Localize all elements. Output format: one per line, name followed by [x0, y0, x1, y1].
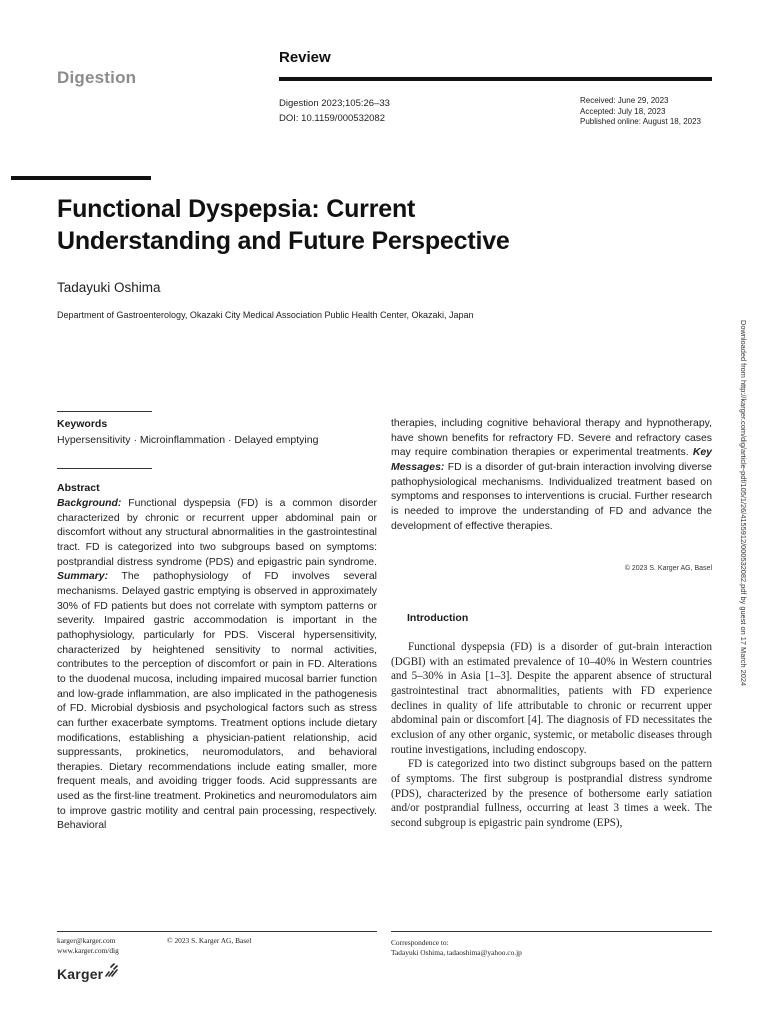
abstract-summary: The pathophysiology of FD involves several mechanisms. Delayed gastric emptying is observed in approximately 30% of FD patients but does not correlate with symptom patterns or severity. Impaired gastric accommodation is important in the pathophysiology, particularly for PDS. Visceral hypersensitivity, characterized by heightened sensitivity to normal activities, contributes to the perception of discomfort or pain in FD. Alterations to the duodenal mucosa, including impaired mucosal barrier function and low-grade inflammation, are also implicated in the pathogenesis of FD. Microbial dysbiosis and psychological factors such as stress can further exacerbate symptoms. Treatment options include dietary modifications, establishing a physician-patient relationship, acid suppressants, prokinetics, neuromodulators, and behavioral therapies. Dietary recommendations include eating smaller, more frequent meals, and avoiding trigger foods. Acid suppressants are used as the first-line treatment. Prokinetics and neuromodulators aim to improve gastric motility and central pain processing, respectively. Behavioral: [57, 571, 377, 832]
karger-logo: Karger: [57, 966, 104, 982]
footer-rule-right: [391, 931, 712, 932]
intro-paragraph-1: Functional dyspepsia (FD) is a disorder of gut-brain interaction (DGBI) with an estimated prevalence of 10–40% in Western countries and 5–30% in Asia [1–3]. Despite the apparent absence of structural gastrointestinal tract abnormalities, patients with FD experience declines in quality of life attributable to chronic or recurrent upper abdominal pain or discomfort [4]. The diagnosis of FD necessitates the exclusion of any other organic, systemic, or metabolic diseases through routine investigations, including endoscopy.: [391, 641, 712, 756]
keywords-list: Hypersensitivity · Microinflammation · Delayed emptying: [57, 434, 319, 446]
abstract-background: Functional dyspepsia (FD) is a common disorder characterized by chronic or recurrent upper abdominal pain or discomfort without any structural abnormalities in the gastrointestinal tract. FD is categorized into two subgroups based on symptoms: postprandial distress syndrome (PDS) and epigastric pain syndrome.: [57, 498, 377, 568]
journal-name: Digestion: [57, 68, 137, 87]
dates-block: [580, 96, 701, 128]
abstract-key-messages: FD is a disorder of gut-brain interaction involving diverse pathophysiological mechanisms. Individualized treatment based on symptoms and responses to interventions is crucial. Further research is needed to improve the understanding of FD and advance the development of effective therapies.: [391, 461, 712, 532]
author-name: Tadayuki Oshima: [57, 280, 161, 295]
publisher-contact: [57, 936, 119, 956]
article-title: [57, 193, 657, 257]
title-line-2: Understanding and Future Perspective: [57, 227, 510, 255]
correspondence-text: Tadayuki Oshima, tadaoshima@yahoo.co.jp: [391, 948, 522, 957]
accepted-date: Accepted: July 18, 2023: [580, 106, 666, 116]
publisher-email[interactable]: karger@karger.com: [57, 936, 116, 945]
title-rule: [11, 176, 151, 180]
correspondence: [391, 938, 522, 958]
doi[interactable]: DOI: 10.1159/000532082: [279, 113, 385, 124]
publisher-url[interactable]: www.karger.com/dig: [57, 946, 119, 955]
label-summary: Summary:: [57, 571, 109, 583]
article-type: Review: [279, 49, 331, 66]
correspondence-label: Correspondence to:: [391, 938, 449, 947]
footer-rule-left: [57, 931, 377, 932]
keywords-heading: Keywords: [57, 418, 108, 430]
abstract-copyright: © 2023 S. Karger AG, Basel: [624, 565, 712, 572]
published-date: Published online: August 18, 2023: [580, 117, 701, 126]
abstract-text-left: [57, 497, 377, 834]
keywords-rule: [57, 411, 152, 412]
title-line-1: Functional Dyspepsia: Current: [57, 195, 416, 223]
abstract-text-right: [391, 417, 712, 534]
label-key-messages: Key Messages:: [391, 447, 712, 473]
introduction-heading: Introduction: [407, 612, 469, 624]
citation: Digestion 2023;105:26–33: [279, 98, 390, 109]
abstract-rule: [57, 468, 152, 469]
footer-copyright: © 2023 S. Karger AG, Basel: [167, 936, 252, 945]
introduction-body: [391, 640, 712, 831]
header-rule: [279, 77, 712, 81]
intro-paragraph-2: FD is categorized into two distinct subgroups based on the pattern of symptoms. The first subgroup is postprandial distress syndrome (PDS), characterized by the presence of bothersome early satiation and/or postprandial fullness, occurring at least 3 times a week. The second subgroup is epigastric pain syndrome (EPS),: [391, 758, 712, 829]
abstract-summary-cont: therapies, including cognitive behavioral therapy and hypnotherapy, have shown benefits for refractory FD. Severe and refractory cases may require combination therapies or experimental treatments.: [391, 418, 712, 459]
received-date: Received: June 29, 2023: [580, 96, 669, 105]
citation-block: [279, 96, 390, 126]
abstract-heading: Abstract: [57, 482, 100, 494]
affiliation: Department of Gastroenterology, Okazaki City Medical Association Public Health Center, Okazaki, Japan: [57, 310, 474, 320]
karger-logo-mark-icon: [103, 963, 119, 979]
download-notice: Downloaded from http://karger.com/dig/article-pdf/105/1/26/4155912/000532082.pdf by guest on 17 March 2024: [739, 320, 748, 687]
label-background: Background:: [57, 498, 122, 509]
